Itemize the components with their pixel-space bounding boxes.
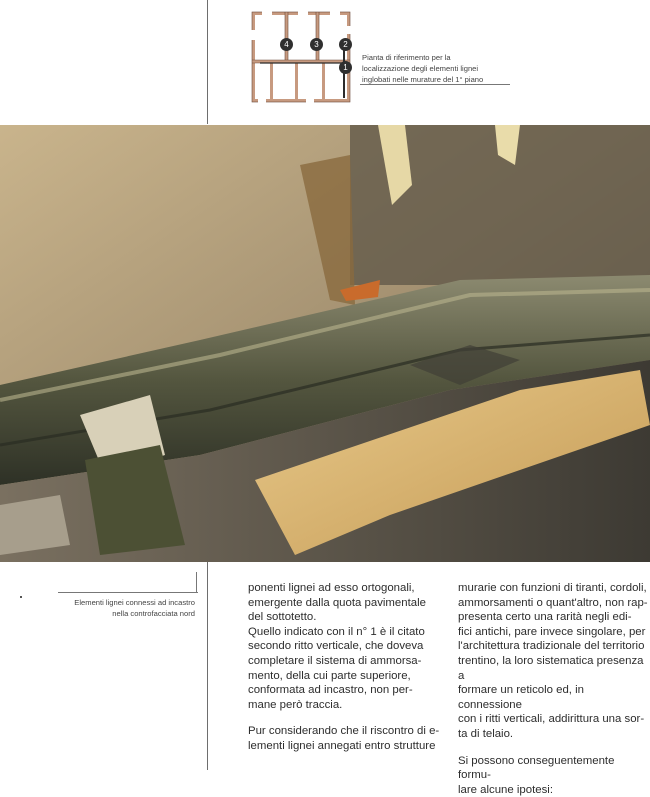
text-line: del sottotetto. xyxy=(248,611,317,624)
text-line: secondo ritto verticale, che doveva xyxy=(248,640,424,653)
text-line: murarie con funzioni di tiranti, cordoli, xyxy=(458,582,647,594)
text-line: conformata ad incastro, non per- xyxy=(248,684,413,697)
text-line: l'architettura tradizionale del territorio xyxy=(458,640,645,653)
text-line: Pur considerando che il riscontro di e- xyxy=(248,725,440,738)
text-line: lare alcune ipotesi: xyxy=(458,783,553,796)
text-line: Si possono conseguentemente formu- xyxy=(458,754,615,782)
text-line: trentino, la loro sistematica presenza a xyxy=(458,654,644,682)
text-line: ta di telaio. xyxy=(458,727,514,740)
plan-caption-line: localizzazione degli elementi lignei xyxy=(362,64,479,73)
text-column-2 xyxy=(458,581,648,797)
plan-caption-line: inglobati nelle murature del 1° piano xyxy=(362,75,484,84)
text-line: Quello indicato con il n° 1 è il citato xyxy=(248,625,425,638)
text-line: presenta certo una rarità negli edi- xyxy=(458,611,632,624)
plan-caption xyxy=(362,52,512,85)
paragraph xyxy=(248,581,443,712)
text-line: formare un reticolo ed, in connessione xyxy=(458,684,584,711)
photo-caption-line: nella controfacciata nord xyxy=(112,609,195,618)
plan-marker-4: 4 xyxy=(280,38,293,51)
plan-marker-1: 1 xyxy=(339,61,352,74)
caption-tick xyxy=(196,572,197,593)
text-line: mento, della cui parte superiore, xyxy=(248,669,411,682)
wooden-beams-photo xyxy=(0,125,650,562)
text-line: emergente dalla quota pavimentale xyxy=(248,596,426,609)
paragraph xyxy=(458,754,648,797)
plan-caption-rule xyxy=(360,84,510,85)
page-mark xyxy=(20,596,22,598)
text-line: lementi lignei annegati entro strutture xyxy=(248,739,436,752)
photo-caption-rule xyxy=(58,592,198,593)
plan-marker-3: 3 xyxy=(310,38,323,51)
text-line: ammorsamenti o quant'altro, non rap- xyxy=(458,596,648,609)
top-divider-line xyxy=(207,0,208,124)
floor-plan-diagram xyxy=(250,10,352,104)
photo-caption-line: Elementi lignei connessi ad incastro xyxy=(74,598,195,607)
plan-marker-2: 2 xyxy=(339,38,352,51)
text-line: fici antichi, pare invece singolare, per xyxy=(458,625,646,638)
bottom-divider-line xyxy=(207,562,208,770)
text-column-1 xyxy=(248,581,443,754)
photo-caption xyxy=(60,597,195,619)
paragraph xyxy=(248,724,443,753)
text-line: con i ritti verticali, addirittura una sor- xyxy=(458,713,645,726)
text-line: ponenti lignei ad esso ortogonali, xyxy=(248,582,415,594)
text-line: mane però traccia. xyxy=(248,698,343,711)
text-line: completare il sistema di ammorsa- xyxy=(248,654,422,667)
plan-caption-line: Pianta di riferimento per la xyxy=(362,53,451,62)
paragraph xyxy=(458,581,648,742)
